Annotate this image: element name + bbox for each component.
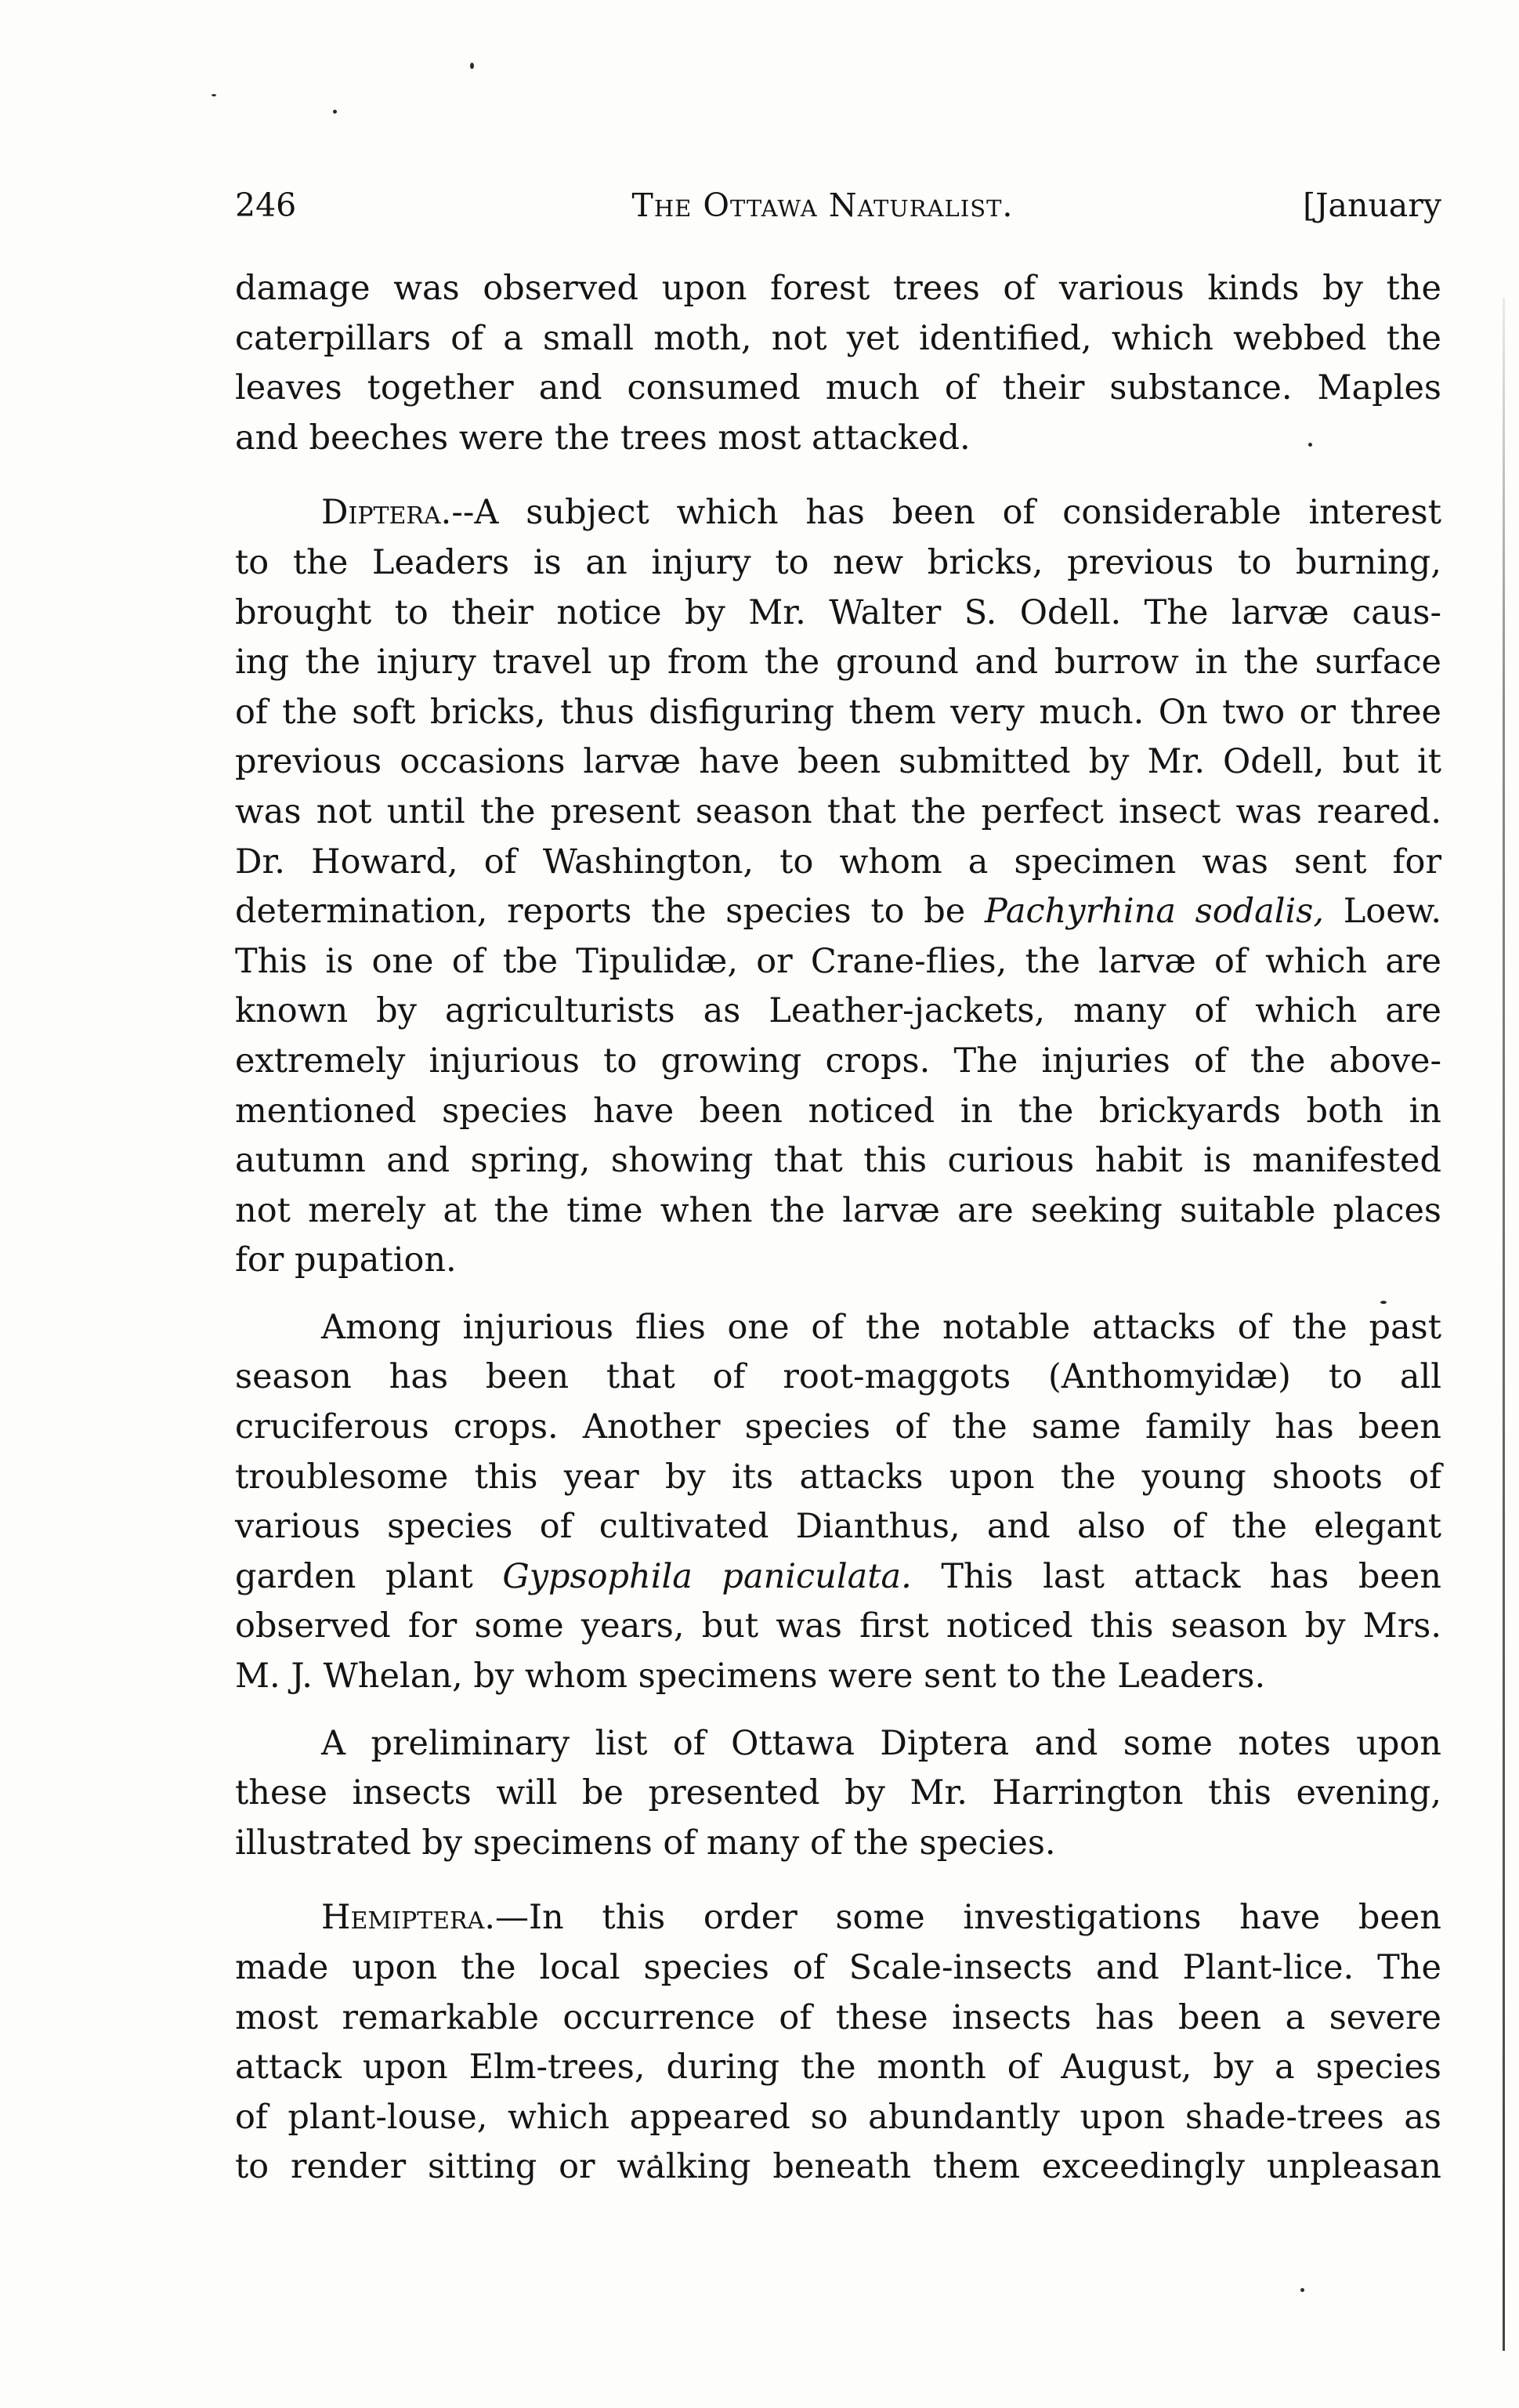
text-line: A preliminary list of Ottawa Diptera and some notes upon [321,1723,1441,1763]
text-line: brought to their notice by Mr. Walter S. Odell. The larvæ caus- [235,592,1441,632]
text-line: troublesome this year by its attacks upon the young shoots of [235,1457,1441,1497]
page-number: 246 [235,186,297,224]
text-line: made upon the local species of Scale-insects and Plant-lice. The [235,1948,1441,1987]
text-line: attack upon Elm-trees, during the month of August, by a species [235,2048,1441,2088]
text-line: was not until the present season that the perfect insect was reared. [235,791,1441,831]
scan-speck [212,94,216,96]
paragraph-hemiptera [235,1893,1441,2193]
text-line: to the Leaders is an injury to new bricks, previous to burning, [235,542,1441,582]
section-heading: Diptera. [321,493,452,533]
body-text [235,264,1441,2193]
paragraph [235,1719,1441,1869]
paragraph-diptera [235,488,1441,1286]
text-line: of plant-louse, which appeared so abundantly upon shade-trees as [235,2097,1441,2137]
text-line: previous occasions larvæ have been submitted by Mr. Odell, but it [235,742,1441,782]
text-line: known by agriculturists as Leather-jackets, many of which are [235,991,1441,1031]
text-line: to render sitting or walking beneath them exceedingly unpleasan [235,2147,1441,2187]
text-line: caterpillars of a small moth, not yet identified, which webbed the [235,318,1441,358]
text-line: Among injurious flies one of the notable attacks of the past [321,1307,1441,1347]
text-line: determination, reports the species to be Pachyrhina sodalis, Loew. [235,892,1442,932]
text-line: illustrated by specimens of many of the species. [235,1823,1056,1863]
text-line: most remarkable occurrence of these insects has been a severe [235,1997,1441,2037]
text-line: and beeches were the trees most attacked. [235,418,971,458]
species-author: Loew. [1343,892,1442,932]
issue-month: [January [1303,186,1441,224]
text-line: various species of cultivated Dianthus, and also of the elegant [235,1507,1441,1547]
text-line: these insects will be presented by Mr. Harrington this evening, [235,1773,1441,1813]
text-line: cruciferous crops. Another species of the same family has been [235,1407,1441,1447]
scan-speck [1300,2288,1304,2292]
text-line: leaves together and consumed much of their substance. Maples [235,368,1441,408]
text-line: damage was observed upon forest trees of various kinds by the [235,269,1441,308]
paragraph [235,1303,1441,1702]
text-line: This is one of tbe Tipulidæ, or Crane-flies, the larvæ of which are [235,941,1441,981]
text-line: extremely injurious to growing crops. The injuries of the above- [235,1041,1441,1081]
text-line: autumn and spring, showing that this curious habit is manifested [235,1141,1441,1181]
text-line: season has been that of root-maggots (Anthomyidæ) to all [235,1357,1441,1397]
species-name: Pachyrhina sodalis, [984,892,1325,932]
scan-speck [470,63,474,69]
text-line: M. J. Whelan, by whom specimens were sent to the Leaders. [235,1657,1266,1696]
plant-name: Gypsophila paniculata. [502,1556,912,1596]
text-line: not merely at the time when the larvæ are seeking suitable places [235,1190,1441,1230]
text-line: Diptera.--A subject which has been of considerable interest [321,493,1441,533]
text-line: of the soft bricks, thus disfiguring them very much. On two or three [235,692,1441,732]
text-line: observed for some years, but was first noticed this season by Mrs. [235,1606,1441,1646]
text-line: mentioned species have been noticed in the brickyards both in [235,1091,1441,1131]
scan-speck [333,110,337,114]
section-heading: Hemiptera. [321,1898,495,1938]
text-line: Hemiptera.—In this order some investigations have been [321,1898,1441,1938]
text-line: for pupation. [235,1240,457,1280]
text-line: ing the injury travel up from the ground and burrow in the surface [235,643,1441,683]
text-line: garden plant Gypsophila paniculata. This last attack has been [235,1556,1441,1596]
running-head [235,182,1441,229]
journal-title: The Ottawa Naturalist. [631,186,1014,224]
text-line: Dr. Howard, of Washington, to whom a specimen was sent for [235,842,1441,882]
paragraph [235,264,1441,463]
page-edge-shadow [1503,298,1505,2351]
